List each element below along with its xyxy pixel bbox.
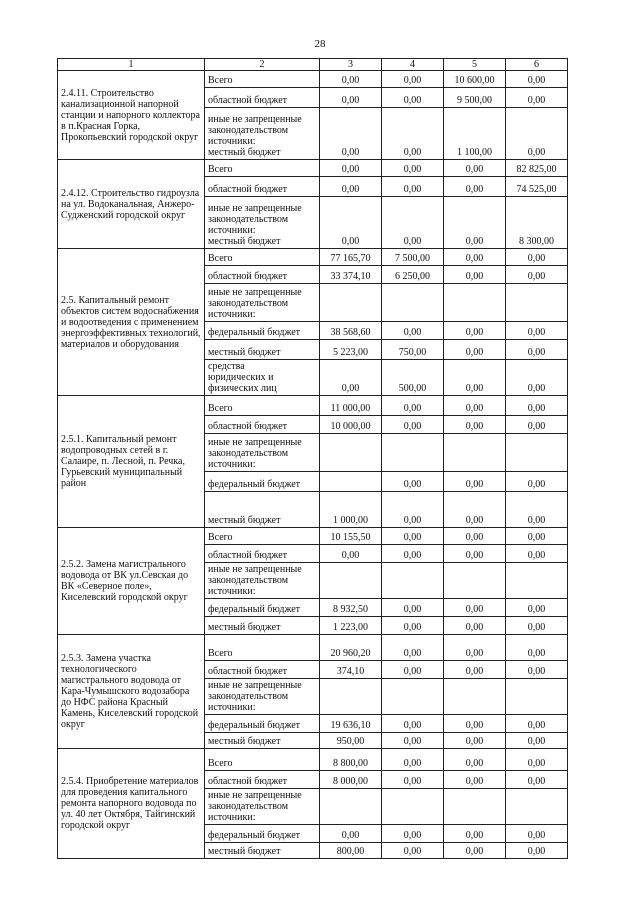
amount-cell: 0,00 xyxy=(382,71,444,88)
amount-cell: 0,00 xyxy=(444,771,506,789)
program-item-title: 2.5. Капитальный ремонт объектов систем водоснабжения и водоотведения с применением энергоэффективных технологий, материалов и оборудования xyxy=(58,249,205,396)
amount-cell: 1 223,00 xyxy=(320,617,382,635)
amount-cell: 0,00 xyxy=(506,492,568,528)
amount-cell xyxy=(382,679,444,715)
amount-cell: 0,00 xyxy=(382,715,444,733)
amount-cell xyxy=(506,284,568,322)
amount-cell: 0,00 xyxy=(506,825,568,843)
amount-cell: 0,00 xyxy=(444,528,506,545)
table-row xyxy=(58,396,568,416)
funding-source: Всего xyxy=(205,160,320,177)
column-header: 3 xyxy=(320,59,382,71)
amount-cell: 0,00 xyxy=(506,396,568,416)
amount-cell: 0,00 xyxy=(382,771,444,789)
column-header: 1 xyxy=(58,59,205,71)
amount-cell: 20 960,20 xyxy=(320,635,382,661)
amount-cell xyxy=(444,789,506,825)
amount-cell: 0,00 xyxy=(382,635,444,661)
amount-cell: 0,00 xyxy=(382,749,444,771)
funding-source: областной бюджет xyxy=(205,88,320,108)
amount-cell: 0,00 xyxy=(382,599,444,617)
amount-cell: 0,00 xyxy=(382,322,444,340)
amount-cell: 0,00 xyxy=(382,160,444,177)
amount-cell: 0,00 xyxy=(382,545,444,563)
amount-cell: 0,00 xyxy=(382,88,444,108)
amount-cell: 6 250,00 xyxy=(382,266,444,284)
amount-cell: 800,00 xyxy=(320,843,382,859)
program-item-title: 2.5.1. Капитальный ремонт водопроводных сетей в г. Салаире, п. Лесной, п. Речка, Гурьевский муниципальный район xyxy=(58,396,205,528)
amount-cell xyxy=(506,679,568,715)
amount-cell: 0,00 xyxy=(506,322,568,340)
funding-source: Всего xyxy=(205,396,320,416)
page-number: 28 xyxy=(314,38,326,50)
funding-source-line: иные не запрещенные xyxy=(208,564,302,575)
amount-cell: 0,00 xyxy=(320,108,382,160)
amount-cell: 0,00 xyxy=(444,661,506,679)
column-header: 5 xyxy=(444,59,506,71)
funding-source-line: законодательством xyxy=(208,448,289,459)
funding-source xyxy=(205,108,320,160)
amount-cell xyxy=(444,284,506,322)
column-header: 4 xyxy=(382,59,444,71)
amount-cell xyxy=(382,284,444,322)
funding-source: федеральный бюджет xyxy=(205,322,320,340)
table-body xyxy=(58,71,568,859)
amount-cell: 9 500,00 xyxy=(444,88,506,108)
funding-source-line: законодательством xyxy=(208,801,289,812)
amount-cell: 0,00 xyxy=(506,843,568,859)
amount-cell: 8 932,50 xyxy=(320,599,382,617)
amount-cell: 82 825,00 xyxy=(506,160,568,177)
amount-cell xyxy=(506,789,568,825)
amount-cell: 8 000,00 xyxy=(320,771,382,789)
amount-cell: 11 000,00 xyxy=(320,396,382,416)
amount-cell: 0,00 xyxy=(444,545,506,563)
amount-cell: 0,00 xyxy=(506,528,568,545)
program-item-title: 2.5.3. Замена участка технологического магистрального водовода от Кара-Чумышского водозабора до НФС района Красный Камень, Киселевский городской округ xyxy=(58,635,205,749)
amount-cell: 0,00 xyxy=(506,545,568,563)
funding-source-line: местный бюджет xyxy=(208,236,281,247)
funding-source-line: источники: xyxy=(208,586,256,597)
amount-cell: 7 500,00 xyxy=(382,249,444,266)
column-header: 6 xyxy=(506,59,568,71)
amount-cell xyxy=(444,434,506,472)
amount-cell: 10 000,00 xyxy=(320,416,382,434)
funding-source-line: законодательством xyxy=(208,575,289,586)
amount-cell: 19 636,10 xyxy=(320,715,382,733)
amount-cell: 0,00 xyxy=(506,661,568,679)
amount-cell xyxy=(444,679,506,715)
funding-source-line: иные не запрещенные xyxy=(208,114,302,125)
funding-source: местный бюджет xyxy=(205,340,320,360)
amount-cell: 0,00 xyxy=(320,177,382,197)
amount-cell: 1 100,00 xyxy=(444,108,506,160)
amount-cell: 0,00 xyxy=(506,715,568,733)
amount-cell: 0,00 xyxy=(444,599,506,617)
amount-cell: 0,00 xyxy=(382,416,444,434)
table-row xyxy=(58,749,568,771)
funding-source: местный бюджет xyxy=(205,733,320,749)
funding-source-line: законодательством xyxy=(208,691,289,702)
amount-cell xyxy=(320,789,382,825)
amount-cell: 8 800,00 xyxy=(320,749,382,771)
amount-cell: 0,00 xyxy=(382,617,444,635)
funding-source: областной бюджет xyxy=(205,661,320,679)
amount-cell xyxy=(382,434,444,472)
amount-cell: 750,00 xyxy=(382,340,444,360)
funding-source: Всего xyxy=(205,71,320,88)
funding-source-line: законодательством xyxy=(208,125,289,136)
amount-cell xyxy=(506,434,568,472)
amount-cell: 10 600,00 xyxy=(444,71,506,88)
amount-cell xyxy=(320,472,382,492)
amount-cell xyxy=(320,284,382,322)
funding-source-line: законодательством xyxy=(208,298,289,309)
funding-source xyxy=(205,197,320,249)
amount-cell: 0,00 xyxy=(506,635,568,661)
amount-cell: 0,00 xyxy=(320,825,382,843)
amount-cell: 0,00 xyxy=(382,396,444,416)
amount-cell: 0,00 xyxy=(382,472,444,492)
funding-source: федеральный бюджет xyxy=(205,715,320,733)
column-header: 2 xyxy=(205,59,320,71)
amount-cell xyxy=(320,563,382,599)
funding-source xyxy=(205,360,320,396)
amount-cell: 0,00 xyxy=(444,322,506,340)
funding-source-line: источники: xyxy=(208,309,256,320)
funding-source: областной бюджет xyxy=(205,177,320,197)
amount-cell xyxy=(382,789,444,825)
amount-cell xyxy=(444,563,506,599)
amount-cell: 0,00 xyxy=(444,266,506,284)
funding-source-line: источники: xyxy=(208,702,256,713)
amount-cell: 0,00 xyxy=(320,71,382,88)
amount-cell xyxy=(382,563,444,599)
amount-cell: 0,00 xyxy=(444,715,506,733)
amount-cell: 0,00 xyxy=(382,528,444,545)
amount-cell: 0,00 xyxy=(444,177,506,197)
funding-source xyxy=(205,284,320,322)
amount-cell: 0,00 xyxy=(444,749,506,771)
amount-cell: 5 223,00 xyxy=(320,340,382,360)
funding-source: Всего xyxy=(205,635,320,661)
amount-cell: 0,00 xyxy=(320,360,382,396)
funding-source xyxy=(205,563,320,599)
amount-cell: 33 374,10 xyxy=(320,266,382,284)
amount-cell: 0,00 xyxy=(444,843,506,859)
amount-cell: 0,00 xyxy=(444,472,506,492)
amount-cell xyxy=(506,563,568,599)
amount-cell: 0,00 xyxy=(444,416,506,434)
amount-cell: 38 568,60 xyxy=(320,322,382,340)
amount-cell: 0,00 xyxy=(506,599,568,617)
amount-cell: 0,00 xyxy=(444,249,506,266)
amount-cell: 0,00 xyxy=(444,733,506,749)
amount-cell: 0,00 xyxy=(444,396,506,416)
amount-cell: 0,00 xyxy=(382,825,444,843)
funding-source xyxy=(205,679,320,715)
amount-cell: 77 165,70 xyxy=(320,249,382,266)
funding-source xyxy=(205,434,320,472)
program-item-title: 2.4.12. Строительство гидроузла на ул. Водоканальная, Анжеро-Судженский городской округ xyxy=(58,160,205,249)
funding-source: федеральный бюджет xyxy=(205,599,320,617)
amount-cell: 1 000,00 xyxy=(320,492,382,528)
table-row xyxy=(58,71,568,88)
amount-cell: 0,00 xyxy=(382,492,444,528)
funding-source: областной бюджет xyxy=(205,545,320,563)
funding-source: областной бюджет xyxy=(205,416,320,434)
amount-cell: 0,00 xyxy=(506,733,568,749)
funding-source: Всего xyxy=(205,249,320,266)
amount-cell: 0,00 xyxy=(506,416,568,434)
amount-cell: 0,00 xyxy=(506,266,568,284)
amount-cell: 0,00 xyxy=(444,617,506,635)
funding-source-line: физических лиц xyxy=(208,383,277,394)
budget-table xyxy=(57,58,568,859)
funding-source-line: источники: xyxy=(208,459,256,470)
column-header-row xyxy=(58,59,568,71)
amount-cell: 0,00 xyxy=(506,340,568,360)
amount-cell: 0,00 xyxy=(506,749,568,771)
amount-cell xyxy=(320,679,382,715)
amount-cell: 0,00 xyxy=(320,88,382,108)
funding-source-line: средства xyxy=(208,361,245,372)
table-row xyxy=(58,160,568,177)
funding-source-line: иные не запрещенные xyxy=(208,790,302,801)
amount-cell: 0,00 xyxy=(506,108,568,160)
funding-source: местный бюджет xyxy=(205,843,320,859)
amount-cell: 0,00 xyxy=(506,472,568,492)
amount-cell: 0,00 xyxy=(444,635,506,661)
funding-source-line: иные не запрещенные xyxy=(208,203,302,214)
amount-cell: 0,00 xyxy=(320,160,382,177)
amount-cell: 0,00 xyxy=(382,733,444,749)
amount-cell: 74 525,00 xyxy=(506,177,568,197)
amount-cell: 0,00 xyxy=(506,771,568,789)
funding-source: местный бюджет xyxy=(205,492,320,528)
amount-cell: 500,00 xyxy=(382,360,444,396)
amount-cell: 0,00 xyxy=(444,160,506,177)
table-row xyxy=(58,635,568,661)
funding-source: Всего xyxy=(205,749,320,771)
funding-source: федеральный бюджет xyxy=(205,825,320,843)
funding-source-line: юридических и xyxy=(208,372,274,383)
amount-cell: 0,00 xyxy=(320,545,382,563)
funding-source: местный бюджет xyxy=(205,617,320,635)
table-row xyxy=(58,528,568,545)
funding-source-line: иные не запрещенные xyxy=(208,680,302,691)
amount-cell: 10 155,50 xyxy=(320,528,382,545)
amount-cell: 0,00 xyxy=(444,360,506,396)
amount-cell: 0,00 xyxy=(320,197,382,249)
program-item-title: 2.5.2. Замена магистрального водовода от ВК ул.Севская до ВК «Северное поле», Киселевский городской округ xyxy=(58,528,205,635)
funding-source: областной бюджет xyxy=(205,266,320,284)
funding-source: областной бюджет xyxy=(205,771,320,789)
amount-cell: 0,00 xyxy=(444,197,506,249)
amount-cell: 0,00 xyxy=(382,177,444,197)
amount-cell xyxy=(320,434,382,472)
amount-cell: 0,00 xyxy=(382,197,444,249)
program-item-title: 2.5.4. Приобретение материалов для проведения капитального ремонта напорного водовода по ул. 40 лет Октября, Тайгинский городской округ xyxy=(58,749,205,859)
funding-source-line: источники: xyxy=(208,812,256,823)
funding-source: федеральный бюджет xyxy=(205,472,320,492)
funding-source xyxy=(205,789,320,825)
table-row xyxy=(58,249,568,266)
amount-cell: 0,00 xyxy=(506,360,568,396)
funding-source-line: иные не запрещенные xyxy=(208,437,302,448)
funding-source-line: местный бюджет xyxy=(208,147,281,158)
amount-cell: 0,00 xyxy=(506,71,568,88)
funding-source-line: источники: xyxy=(208,225,256,236)
amount-cell: 0,00 xyxy=(444,340,506,360)
amount-cell: 0,00 xyxy=(506,249,568,266)
amount-cell: 0,00 xyxy=(382,843,444,859)
amount-cell: 0,00 xyxy=(382,661,444,679)
amount-cell: 0,00 xyxy=(444,825,506,843)
funding-source-line: источники: xyxy=(208,136,256,147)
amount-cell: 374,10 xyxy=(320,661,382,679)
amount-cell: 0,00 xyxy=(382,108,444,160)
program-item-title: 2.4.11. Строительство канализационной напорной станции и напорного коллектора в п.Красная Горка, Прокопьевский городской округ xyxy=(58,71,205,160)
amount-cell: 950,00 xyxy=(320,733,382,749)
amount-cell: 0,00 xyxy=(444,492,506,528)
amount-cell: 0,00 xyxy=(506,617,568,635)
funding-source-line: законодательством xyxy=(208,214,289,225)
funding-source: Всего xyxy=(205,528,320,545)
funding-source-line: иные не запрещенные xyxy=(208,287,302,298)
amount-cell: 0,00 xyxy=(506,88,568,108)
amount-cell: 8 300,00 xyxy=(506,197,568,249)
